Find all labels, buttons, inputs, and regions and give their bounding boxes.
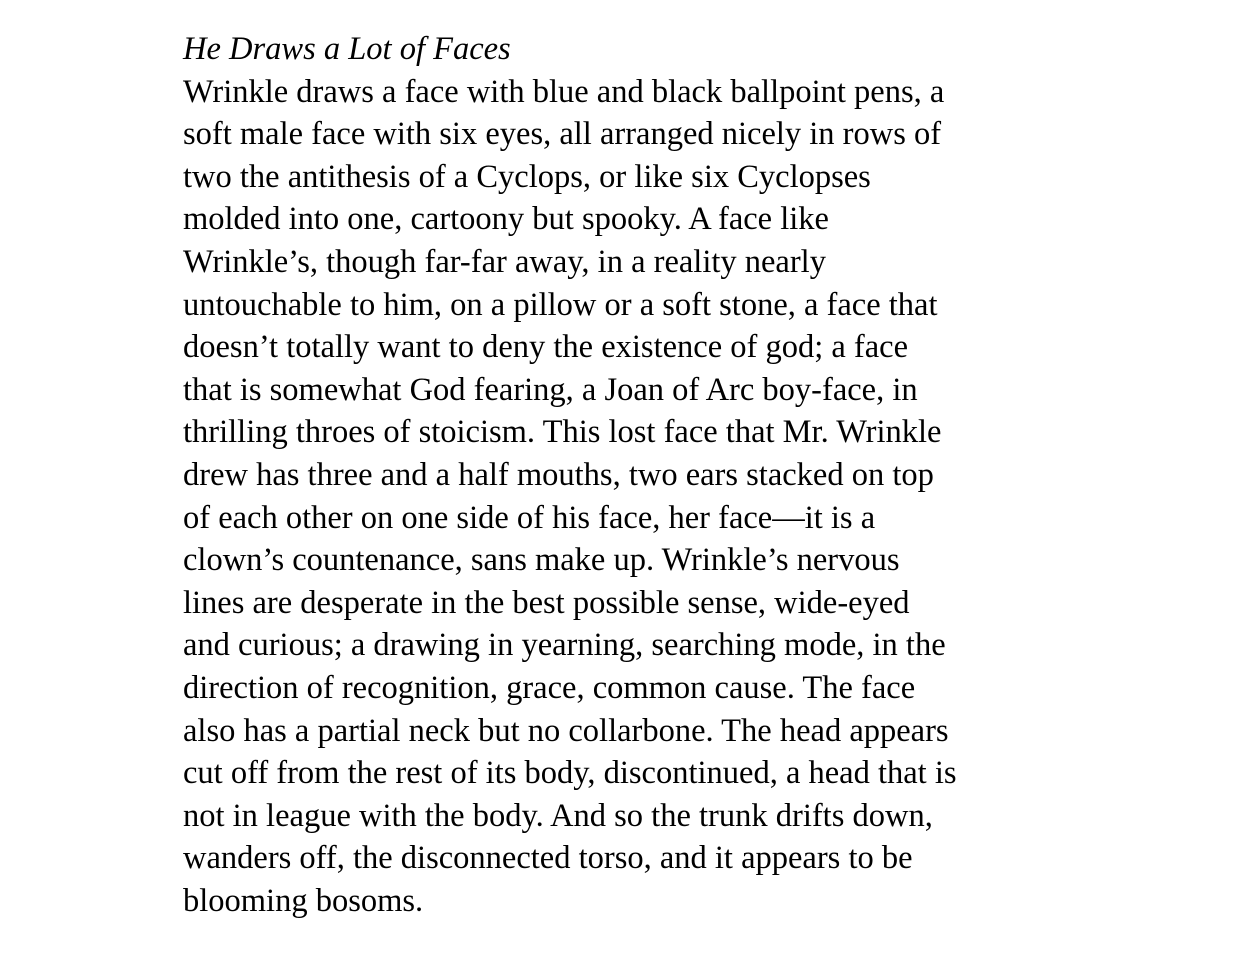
paragraph-line: direction of recognition, grace, common cause. The face xyxy=(183,669,916,706)
paragraph-line: doesn’t totally want to deny the existence of god; a face xyxy=(183,329,908,366)
paragraph-line: Wrinkle draws a face with blue and black ballpoint pens, a xyxy=(183,73,945,110)
document-body xyxy=(183,28,1083,922)
paragraph-line: that is somewhat God fearing, a Joan of Arc boy-face, in xyxy=(183,371,918,408)
paragraph-line: and curious; a drawing in yearning, searching mode, in the xyxy=(183,627,946,664)
paragraph-line: not in league with the body. And so the trunk drifts down, xyxy=(183,797,933,834)
paragraph-line: cut off from the rest of its body, discontinued, a head that is xyxy=(183,755,957,792)
paragraph-line: two the antithesis of a Cyclops, or like six Cyclopses xyxy=(183,158,871,195)
paragraph-line: Wrinkle’s, though far-far away, in a reality nearly xyxy=(183,243,826,280)
paragraph-line: wanders off, the disconnected torso, and it appears to be xyxy=(183,840,913,877)
paragraph-line: drew has three and a half mouths, two ears stacked on top xyxy=(183,456,934,493)
paragraph-line: lines are desperate in the best possible sense, wide-eyed xyxy=(183,584,910,621)
paragraph-line: blooming bosoms. xyxy=(183,882,424,919)
document-paragraph xyxy=(183,71,1083,923)
paragraph-line: of each other on one side of his face, her face—it is a xyxy=(183,499,876,536)
paragraph-line: thrilling throes of stoicism. This lost face that Mr. Wrinkle xyxy=(183,414,942,451)
document-title: He Draws a Lot of Faces xyxy=(183,31,511,67)
paragraph-line: untouchable to him, on a pillow or a soft stone, a face that xyxy=(183,286,938,323)
paragraph-line: soft male face with six eyes, all arranged nicely in rows of xyxy=(183,116,942,153)
paragraph-line: molded into one, cartoony but spooky. A face like xyxy=(183,201,829,238)
paragraph-line: clown’s countenance, sans make up. Wrinkle’s nervous xyxy=(183,542,900,579)
paragraph-line: also has a partial neck but no collarbone. The head appears xyxy=(183,712,949,749)
